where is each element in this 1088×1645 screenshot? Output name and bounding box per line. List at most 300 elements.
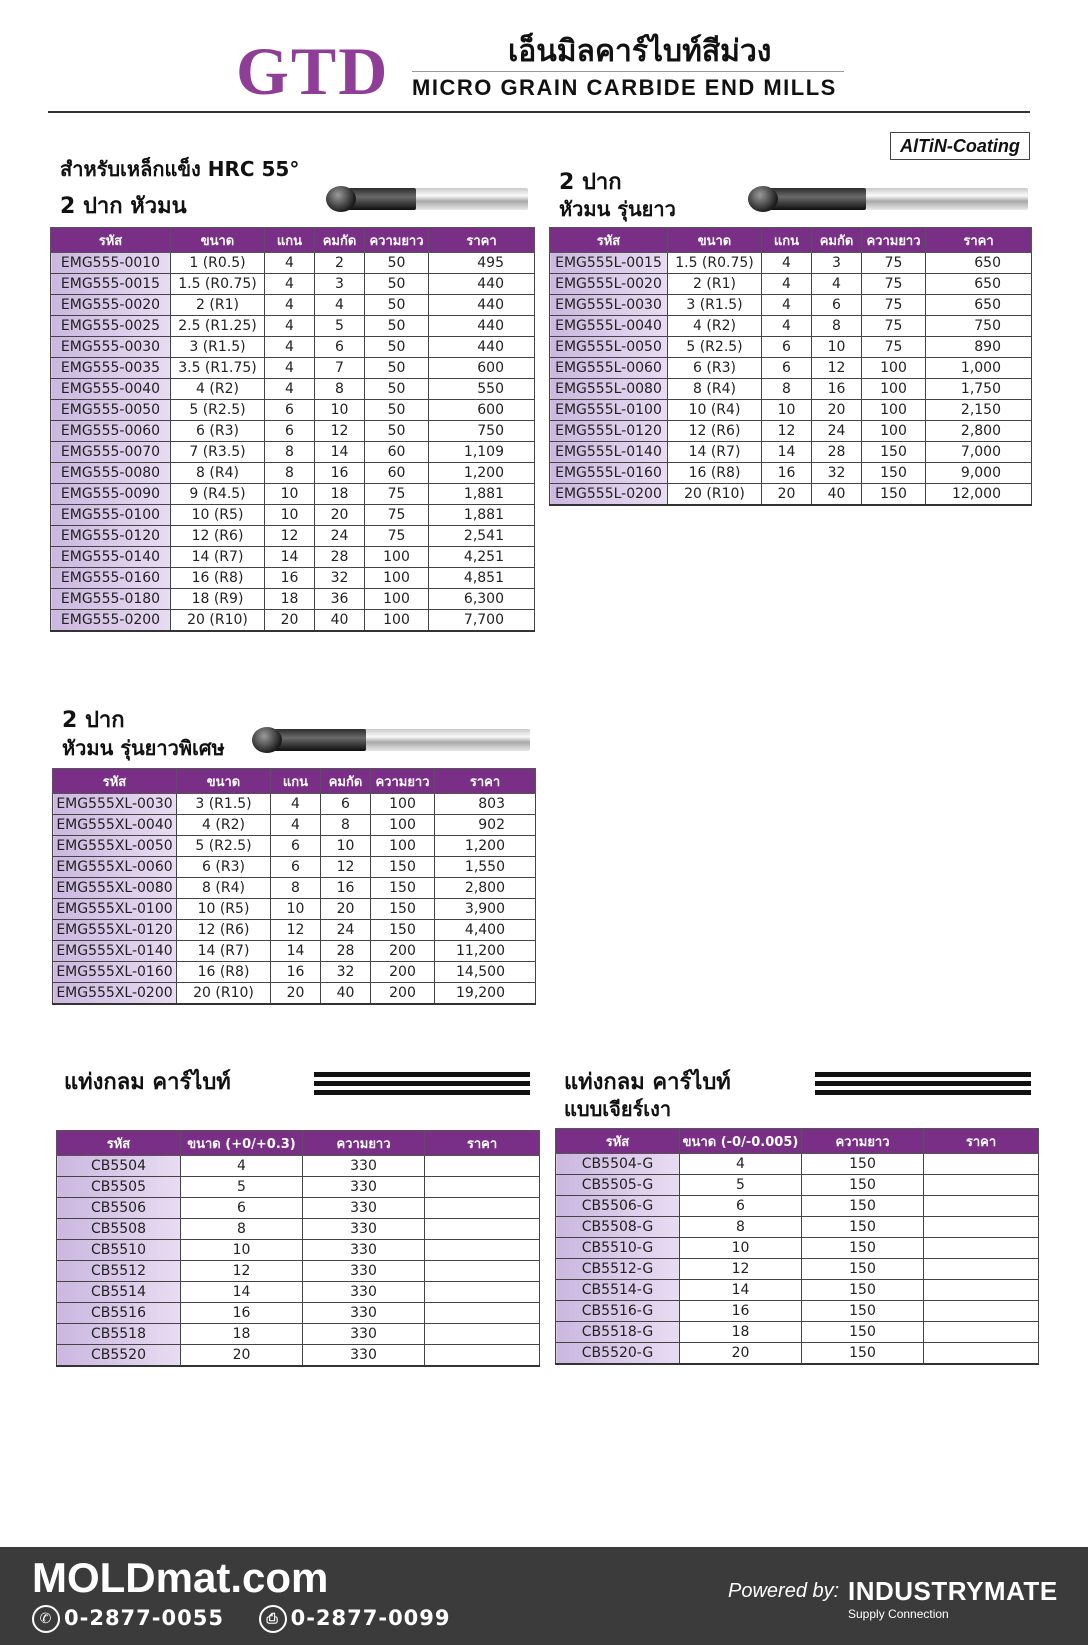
table-row (550, 253, 1032, 274)
table-cell: 10 (321, 836, 371, 857)
product-code-cell: CB5506-G (556, 1196, 680, 1217)
table-cell: 18 (315, 484, 365, 505)
column-header: ราคา (435, 769, 536, 794)
product-code-cell: CB5518-G (556, 1322, 680, 1343)
table-cell: 50 (365, 316, 429, 337)
product-code-cell: EMG555L-0120 (550, 421, 668, 442)
table-cell: 150 (802, 1322, 924, 1343)
table-cell: 50 (365, 253, 429, 274)
table-cell: 4 (762, 253, 812, 274)
product-code-cell: EMG555-0015 (51, 274, 171, 295)
table-cell: 10 (812, 337, 862, 358)
price-cell: 12,000 (926, 484, 1032, 506)
table-cell: 14 (R7) (668, 442, 762, 463)
fax-icon: ⎙ (259, 1605, 287, 1633)
table-cell: 40 (321, 983, 371, 1005)
product-code-cell: CB5510 (57, 1240, 181, 1261)
product-code-cell: EMG555L-0060 (550, 358, 668, 379)
table-cell: 330 (303, 1198, 425, 1219)
table-cell: 150 (862, 463, 926, 484)
table-row (53, 899, 536, 920)
product-code-cell: EMG555XL-0160 (53, 962, 177, 983)
column-header: ขนาด (668, 228, 762, 253)
table-cell: 8 (271, 878, 321, 899)
table-row (51, 547, 535, 568)
table-cell: 12 (R6) (177, 920, 271, 941)
table-row (550, 442, 1032, 463)
table-cell: 14 (271, 941, 321, 962)
table-cell: 6 (762, 358, 812, 379)
table-cell: 150 (371, 899, 435, 920)
product-code-cell: EMG555L-0200 (550, 484, 668, 506)
product-code-cell: EMG555-0030 (51, 337, 171, 358)
table-cell: 200 (371, 941, 435, 962)
table-row (51, 568, 535, 589)
powered-by-brand[interactable]: INDUSTRYMATE (848, 1576, 1058, 1606)
table-cell: 75 (365, 526, 429, 547)
table-row (51, 589, 535, 610)
price-cell: 3,900 (435, 899, 536, 920)
price-cell (924, 1343, 1039, 1365)
product-code-cell: EMG555XL-0050 (53, 836, 177, 857)
table-cell: 330 (303, 1324, 425, 1345)
table-cell: 330 (303, 1345, 425, 1367)
table-row (57, 1282, 540, 1303)
table-cell: 6 (265, 400, 315, 421)
table-cell: 8 (315, 379, 365, 400)
table-cell: 4 (265, 358, 315, 379)
table-row (556, 1322, 1039, 1343)
table-cell: 20 (R10) (171, 610, 265, 632)
header-divider (48, 111, 1030, 113)
product-code-cell: CB5516-G (556, 1301, 680, 1322)
table-row (51, 316, 535, 337)
price-cell: 2,800 (926, 421, 1032, 442)
product-code-cell: EMG555L-0160 (550, 463, 668, 484)
table-cell: 5 (680, 1175, 802, 1196)
table-cell: 16 (181, 1303, 303, 1324)
table-cell: 16 (271, 962, 321, 983)
table-cell: 150 (802, 1217, 924, 1238)
table-row (51, 400, 535, 421)
footer-site-link[interactable]: MOLDmat.com (32, 1554, 329, 1601)
table-cell: 5 (181, 1177, 303, 1198)
table-row (51, 358, 535, 379)
table-cell: 330 (303, 1177, 425, 1198)
price-cell (425, 1345, 540, 1367)
table-row (556, 1301, 1039, 1322)
table-cell: 4 (762, 274, 812, 295)
table-row (550, 484, 1032, 506)
table-cell: 330 (303, 1156, 425, 1177)
table-cell: 4 (R2) (171, 379, 265, 400)
table-row (57, 1303, 540, 1324)
table-cell: 330 (303, 1240, 425, 1261)
table-cell: 4 (762, 295, 812, 316)
footer-phone[interactable]: 0-2877-0055 (64, 1606, 224, 1630)
table-cell: 16 (265, 568, 315, 589)
table-cell: 50 (365, 358, 429, 379)
price-cell: 1,000 (926, 358, 1032, 379)
table-cell: 20 (265, 610, 315, 632)
table-cell: 40 (812, 484, 862, 506)
product-code-cell: EMG555L-0020 (550, 274, 668, 295)
page-title-english: MICRO GRAIN CARBIDE END MILLS (412, 75, 837, 100)
table-cell: 10 (R4) (668, 400, 762, 421)
product-code-cell: CB5520-G (556, 1343, 680, 1365)
price-cell (425, 1177, 540, 1198)
table-cell: 18 (680, 1322, 802, 1343)
table-cell: 12 (R6) (171, 526, 265, 547)
table-row (53, 962, 536, 983)
table-row (556, 1217, 1039, 1238)
table-cell: 12 (R6) (668, 421, 762, 442)
table-cell: 32 (315, 568, 365, 589)
table-cell: 18 (181, 1324, 303, 1345)
table-cell: 200 (371, 962, 435, 983)
table-cell: 1 (R0.5) (171, 253, 265, 274)
product-code-cell: CB5518 (57, 1324, 181, 1345)
product-code-cell: CB5504-G (556, 1154, 680, 1175)
table-row (57, 1177, 540, 1198)
price-cell: 750 (926, 316, 1032, 337)
table-row (51, 610, 535, 632)
product-code-cell: EMG555-0070 (51, 442, 171, 463)
section2-table (549, 227, 1032, 506)
product-code-cell: CB5505 (57, 1177, 181, 1198)
product-code-cell: EMG555-0010 (51, 253, 171, 274)
price-cell (425, 1324, 540, 1345)
table-cell: 330 (303, 1261, 425, 1282)
price-cell: 902 (435, 815, 536, 836)
table-cell: 14 (265, 547, 315, 568)
table-row (51, 421, 535, 442)
table-cell: 20 (R10) (668, 484, 762, 506)
product-code-cell: EMG555XL-0200 (53, 983, 177, 1005)
table-row (51, 463, 535, 484)
table-cell: 100 (371, 836, 435, 857)
table-cell: 4 (265, 316, 315, 337)
table-cell: 150 (802, 1196, 924, 1217)
table-cell: 60 (365, 442, 429, 463)
product-code-cell: CB5508 (57, 1219, 181, 1240)
price-cell: 1,200 (435, 836, 536, 857)
section4-table (56, 1130, 540, 1367)
column-header: ขนาด (+0/+0.3) (181, 1131, 303, 1156)
price-cell: 600 (429, 358, 535, 379)
section3-table (52, 768, 536, 1005)
table-cell: 6 (181, 1198, 303, 1219)
table-row (556, 1196, 1039, 1217)
table-cell: 4 (265, 274, 315, 295)
table-cell: 4 (271, 815, 321, 836)
table-cell: 14 (181, 1282, 303, 1303)
table-cell: 6 (315, 337, 365, 358)
table-cell: 100 (862, 358, 926, 379)
price-cell: 440 (429, 274, 535, 295)
table-cell: 6 (271, 857, 321, 878)
column-header: รหัส (556, 1129, 680, 1154)
table-cell: 20 (680, 1343, 802, 1365)
table-cell: 100 (371, 815, 435, 836)
price-cell (924, 1238, 1039, 1259)
extra-long-ball-end-mill-image (252, 727, 530, 753)
table-cell: 4 (R2) (668, 316, 762, 337)
table-cell: 8 (812, 316, 862, 337)
price-cell (924, 1259, 1039, 1280)
table-cell: 12 (762, 421, 812, 442)
table-cell: 150 (802, 1259, 924, 1280)
table-cell: 330 (303, 1303, 425, 1324)
product-code-cell: EMG555-0040 (51, 379, 171, 400)
table-cell: 14 (R7) (177, 941, 271, 962)
table-row (51, 379, 535, 400)
price-cell: 1,881 (429, 505, 535, 526)
table-cell: 16 (680, 1301, 802, 1322)
table-cell: 10 (315, 400, 365, 421)
column-header: ราคา (425, 1131, 540, 1156)
table-row (57, 1219, 540, 1240)
table-cell: 18 (265, 589, 315, 610)
table-cell: 150 (862, 484, 926, 506)
table-cell: 6 (271, 836, 321, 857)
product-code-cell: EMG555-0160 (51, 568, 171, 589)
table-cell: 150 (802, 1175, 924, 1196)
column-header: ขนาด (177, 769, 271, 794)
price-cell (425, 1240, 540, 1261)
brand-logo: GTD (236, 33, 390, 109)
price-cell: 2,541 (429, 526, 535, 547)
table-cell: 8 (321, 815, 371, 836)
table-cell: 14 (680, 1280, 802, 1301)
table-cell: 3 (812, 253, 862, 274)
product-code-cell: CB5505-G (556, 1175, 680, 1196)
table-cell: 6 (R3) (668, 358, 762, 379)
price-cell (425, 1219, 540, 1240)
product-code-cell: EMG555XL-0060 (53, 857, 177, 878)
product-code-cell: EMG555L-0030 (550, 295, 668, 316)
table-row (53, 794, 536, 815)
table-cell: 12 (265, 526, 315, 547)
price-cell: 803 (435, 794, 536, 815)
price-cell: 440 (429, 337, 535, 358)
table-row (550, 295, 1032, 316)
table-cell: 24 (315, 526, 365, 547)
table-cell: 8 (265, 463, 315, 484)
column-header: ราคา (429, 228, 535, 253)
price-cell: 1,750 (926, 379, 1032, 400)
table-row (53, 983, 536, 1005)
column-header: รหัส (57, 1131, 181, 1156)
table-cell: 20 (181, 1345, 303, 1367)
table-cell: 100 (365, 589, 429, 610)
table-cell: 14 (762, 442, 812, 463)
footer-fax[interactable]: 0-2877-0099 (290, 1606, 451, 1630)
product-code-cell: EMG555XL-0040 (53, 815, 177, 836)
table-cell: 6 (321, 794, 371, 815)
price-cell: 440 (429, 295, 535, 316)
product-code-cell: EMG555-0035 (51, 358, 171, 379)
table-cell: 2 (315, 253, 365, 274)
table-cell: 75 (862, 295, 926, 316)
table-row (556, 1343, 1039, 1365)
column-header: ขนาด (171, 228, 265, 253)
table-cell: 16 (R8) (668, 463, 762, 484)
column-header: รหัส (53, 769, 177, 794)
table-cell: 16 (321, 878, 371, 899)
table-cell: 10 (181, 1240, 303, 1261)
product-code-cell: EMG555-0100 (51, 505, 171, 526)
table-row (57, 1156, 540, 1177)
table-row (51, 442, 535, 463)
table-cell: 4 (812, 274, 862, 295)
table-cell: 3 (R1.5) (668, 295, 762, 316)
title-divider (412, 71, 844, 72)
table-row (550, 274, 1032, 295)
table-cell: 32 (812, 463, 862, 484)
footer-contact (32, 1605, 451, 1633)
carbide-rod-image (314, 1072, 530, 1096)
page-title-thai: เอ็นมิลคาร์ไบท์สีม่วง (508, 34, 772, 69)
table-cell: 6 (680, 1196, 802, 1217)
table-cell: 50 (365, 337, 429, 358)
product-code-cell: EMG555-0020 (51, 295, 171, 316)
table-row (51, 526, 535, 547)
price-cell (425, 1282, 540, 1303)
table-cell: 4 (265, 253, 315, 274)
table-cell: 8 (181, 1219, 303, 1240)
table-cell: 12 (680, 1259, 802, 1280)
product-code-cell: EMG555-0140 (51, 547, 171, 568)
table-cell: 18 (R9) (171, 589, 265, 610)
product-code-cell: EMG555L-0040 (550, 316, 668, 337)
table-cell: 10 (762, 400, 812, 421)
product-code-cell: EMG555-0050 (51, 400, 171, 421)
column-header: คมกัด (315, 228, 365, 253)
table-cell: 10 (680, 1238, 802, 1259)
table-cell: 16 (762, 463, 812, 484)
table-cell: 330 (303, 1219, 425, 1240)
polished-carbide-rod-image (815, 1072, 1031, 1096)
table-cell: 12 (321, 857, 371, 878)
price-cell: 4,851 (429, 568, 535, 589)
table-row (53, 815, 536, 836)
powered-by-tagline: Supply Connection (848, 1607, 949, 1621)
table-row (51, 337, 535, 358)
table-row (550, 316, 1032, 337)
product-code-cell: CB5510-G (556, 1238, 680, 1259)
table-row (51, 505, 535, 526)
table-cell: 12 (812, 358, 862, 379)
column-header: คมกัด (321, 769, 371, 794)
table-cell: 6 (265, 421, 315, 442)
column-header: รหัส (51, 228, 171, 253)
product-code-cell: CB5512-G (556, 1259, 680, 1280)
table-cell: 6 (812, 295, 862, 316)
price-cell: 550 (429, 379, 535, 400)
price-cell: 495 (429, 253, 535, 274)
price-cell: 11,200 (435, 941, 536, 962)
table-cell: 28 (315, 547, 365, 568)
column-header: คมกัด (812, 228, 862, 253)
table-row (53, 941, 536, 962)
table-cell: 5 (R2.5) (177, 836, 271, 857)
table-cell: 4 (181, 1156, 303, 1177)
table-cell: 36 (315, 589, 365, 610)
table-cell: 4 (680, 1154, 802, 1175)
price-cell (425, 1156, 540, 1177)
price-cell: 4,400 (435, 920, 536, 941)
table-cell: 28 (812, 442, 862, 463)
product-code-cell: EMG555L-0050 (550, 337, 668, 358)
phone-icon: ✆ (32, 1605, 60, 1633)
column-header: แกน (265, 228, 315, 253)
table-row (556, 1280, 1039, 1301)
price-cell: 650 (926, 274, 1032, 295)
table-cell: 50 (365, 379, 429, 400)
section3-heading2: หัวมน รุ่นยาวพิเศษ (62, 736, 225, 760)
column-header: ความยาว (802, 1129, 924, 1154)
price-cell (924, 1217, 1039, 1238)
price-cell: 9,000 (926, 463, 1032, 484)
price-cell (924, 1322, 1039, 1343)
section1-table (50, 227, 535, 632)
table-cell: 24 (812, 421, 862, 442)
product-code-cell: CB5514-G (556, 1280, 680, 1301)
price-cell: 750 (429, 421, 535, 442)
table-cell: 50 (365, 400, 429, 421)
table-row (51, 484, 535, 505)
price-cell: 1,200 (429, 463, 535, 484)
table-cell: 24 (321, 920, 371, 941)
table-row (57, 1240, 540, 1261)
table-cell: 5 (R2.5) (668, 337, 762, 358)
table-cell: 1.5 (R0.75) (171, 274, 265, 295)
table-cell: 75 (862, 253, 926, 274)
table-cell: 16 (R8) (177, 962, 271, 983)
table-cell: 4 (265, 295, 315, 316)
table-cell: 10 (265, 484, 315, 505)
product-code-cell: CB5520 (57, 1345, 181, 1367)
price-cell: 19,200 (435, 983, 536, 1005)
table-row (51, 253, 535, 274)
table-cell: 10 (271, 899, 321, 920)
table-cell: 8 (680, 1217, 802, 1238)
table-cell: 3.5 (R1.75) (171, 358, 265, 379)
table-row (556, 1154, 1039, 1175)
table-cell: 50 (365, 421, 429, 442)
price-cell: 2,150 (926, 400, 1032, 421)
table-cell: 330 (303, 1282, 425, 1303)
product-code-cell: EMG555-0120 (51, 526, 171, 547)
table-row (550, 379, 1032, 400)
price-cell (924, 1280, 1039, 1301)
table-cell: 8 (R4) (171, 463, 265, 484)
column-header: ขนาด (-0/-0.005) (680, 1129, 802, 1154)
table-cell: 75 (862, 316, 926, 337)
section3-heading1: 2 ปาก (62, 708, 125, 733)
table-row (550, 421, 1032, 442)
table-row (53, 857, 536, 878)
table-cell: 12 (271, 920, 321, 941)
table-cell: 40 (315, 610, 365, 632)
table-cell: 150 (802, 1301, 924, 1322)
table-cell: 6 (762, 337, 812, 358)
table-cell: 100 (365, 610, 429, 632)
product-code-cell: EMG555L-0015 (550, 253, 668, 274)
price-cell (924, 1154, 1039, 1175)
table-cell: 60 (365, 463, 429, 484)
